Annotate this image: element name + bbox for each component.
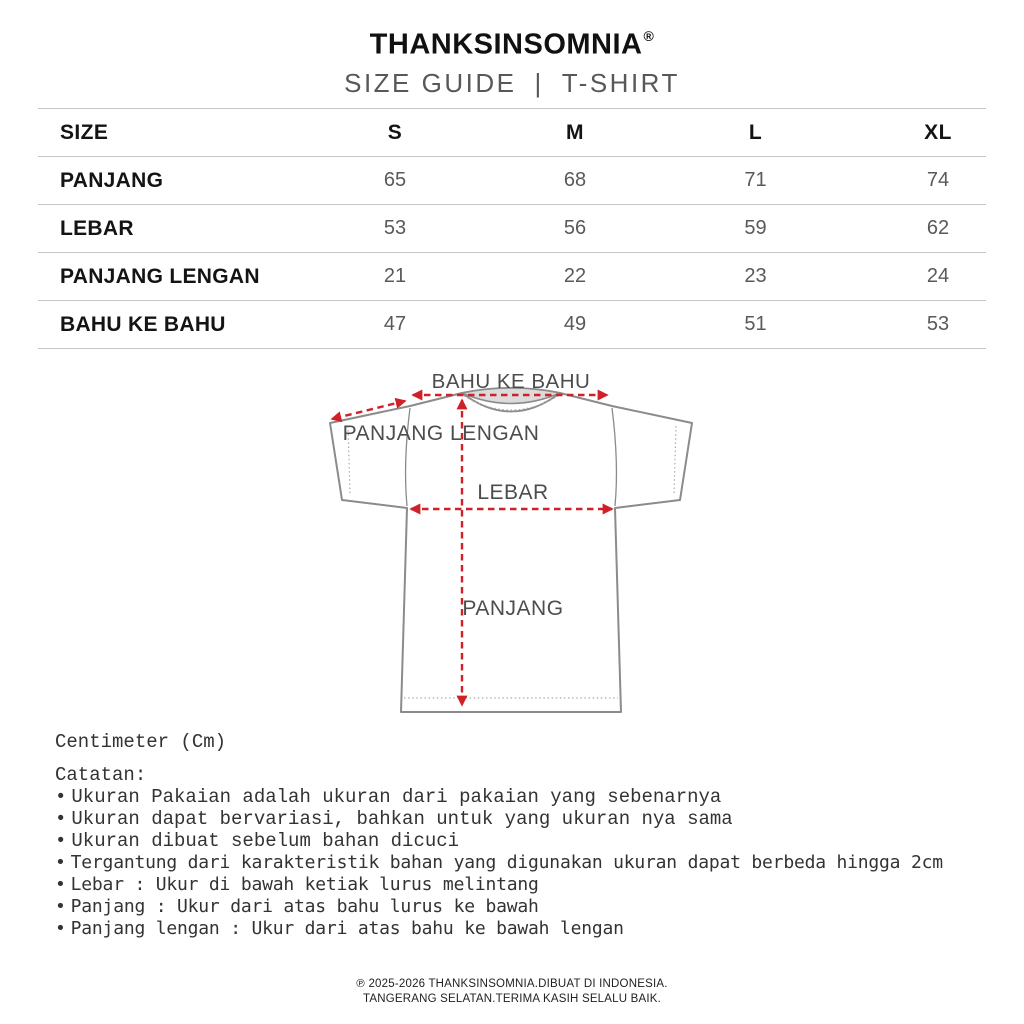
subtitle-left: SIZE GUIDE [344,67,517,98]
tshirt-diagram-svg [307,368,717,728]
cell-value: 68 [563,169,587,191]
header [0,22,1024,98]
cell-value: 56 [563,217,587,239]
subtitle-separator: | [534,67,544,98]
cell-value: 47 [383,313,407,335]
note-item [55,808,1005,830]
brand-logo [0,22,1024,61]
cell-value: 59 [744,217,767,239]
unit-line: Centimeter (Cm) [55,731,227,753]
note-item [55,918,1005,940]
cell-value: 65 [383,169,407,191]
row-label: LEBAR [60,216,134,240]
cell-value: 22 [563,265,587,287]
note-text: Ukuran Pakaian adalah ukuran dari pakaian yang sebenarnya [71,786,722,808]
row-label: PANJANG [60,168,164,192]
page-subtitle [0,68,1024,98]
cell-value: 51 [744,313,767,335]
col-header-s: S [387,120,403,144]
notes-section [55,731,1005,940]
bullet-glyph: • [55,896,66,917]
registered-mark: ® [643,28,655,44]
note-item [55,786,1005,808]
diagram-label-width: LEBAR [477,481,549,504]
bullet-glyph: • [55,830,67,852]
bullet-glyph: • [55,786,67,808]
table-row [38,157,986,205]
note-item [55,852,1005,874]
table-row [38,253,986,301]
table-header-row [38,109,986,157]
col-header-xl: XL [924,120,952,144]
note-text: Panjang lengan : Ukur dari atas bahu ke bawah lengan [70,918,624,939]
table-row [38,205,986,253]
note-text: Ukuran dibuat sebelum bahan dicuci [71,830,460,852]
brand-name: THANKSINSOMNIA [369,28,643,61]
cell-value: 24 [926,265,950,287]
diagram-label-sleeve: PANJANG LENGAN [342,422,540,445]
bullet-glyph: • [55,852,66,873]
note-item [55,830,1005,852]
cell-value: 49 [563,313,587,335]
bullet-glyph: • [55,874,66,895]
tshirt-measurement-diagram [307,368,717,728]
subtitle-right: T-SHIRT [561,67,680,98]
diagram-label-length: PANJANG [462,597,564,620]
col-header-m: M [566,120,584,144]
footer-line-1: ℗ 2025-2026 THANKSINSOMNIA.DIBUAT DI INDONESIA. [356,978,668,990]
bullet-glyph: • [55,918,66,939]
col-header-size: SIZE [60,120,109,144]
notes-heading: Catatan: [55,764,147,786]
col-header-l: L [748,120,763,144]
row-label: BAHU KE BAHU [60,312,226,336]
cell-value: 74 [926,169,950,191]
cell-value: 71 [744,169,767,191]
note-text: Panjang : Ukur dari atas bahu lurus ke bawah [70,896,539,917]
notes-list [55,786,1005,940]
note-text: Lebar : Ukur di bawah ketiak lurus melintang [70,874,539,895]
cell-value: 53 [926,313,950,335]
row-label: PANJANG LENGAN [60,264,260,288]
table-row [38,301,986,349]
cell-value: 62 [926,217,950,239]
bullet-glyph: • [55,808,67,830]
note-item [55,874,1005,896]
cell-value: 23 [744,265,767,287]
note-text: Tergantung dari karakteristik bahan yang digunakan ukuran dapat berbeda hingga 2cm [70,852,943,873]
note-text: Ukuran dapat bervariasi, bahkan untuk yang ukuran nya sama [71,808,733,830]
diagram-label-shoulder: BAHU KE BAHU [431,370,591,393]
footer-line-2: TANGERANG SELATAN.TERIMA KASIH SELALU BAIK. [362,993,662,1005]
cell-value: 53 [383,217,407,239]
cell-value: 21 [383,265,407,287]
footer [0,977,1024,1007]
size-table [38,108,986,349]
note-item [55,896,1005,918]
